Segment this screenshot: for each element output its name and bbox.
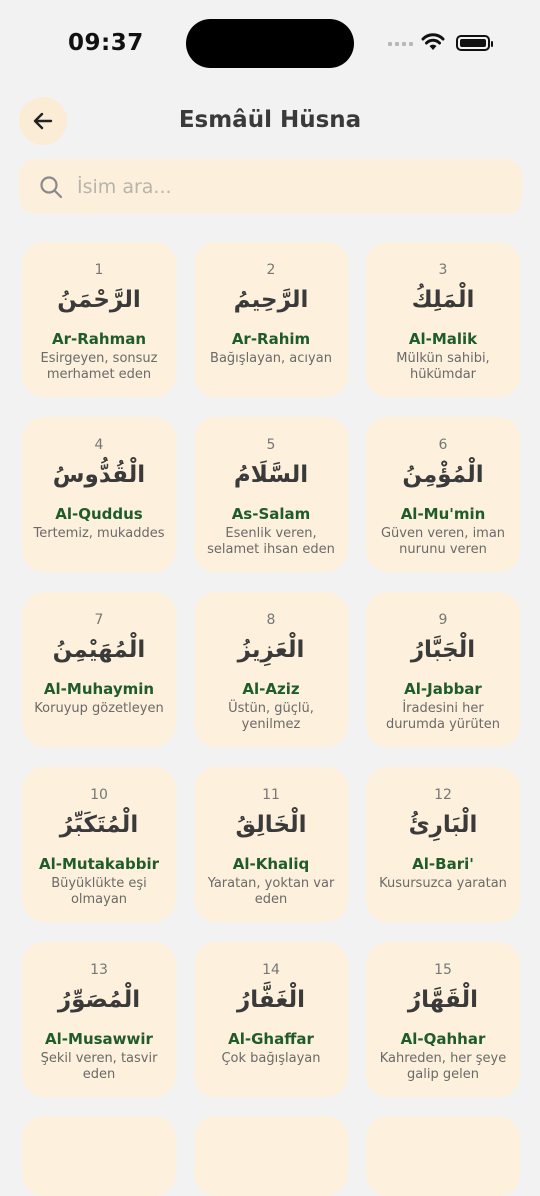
- meaning: Mülkün sahibi, hükümdar: [396, 351, 490, 382]
- name-number: 7: [94, 612, 104, 628]
- meaning: Şekil veren, tasvir eden: [40, 1051, 158, 1082]
- arabic-name: الْقَهَّارُ: [407, 987, 479, 1013]
- arabic-name: الْمُهَيْمِنُ: [52, 637, 146, 663]
- name-card[interactable]: [22, 942, 176, 1097]
- transliteration: Al-Mu'min: [400, 505, 486, 523]
- meaning: Tertemiz, mukaddes: [33, 526, 165, 541]
- meaning: Büyüklükte eşi olmayan: [51, 876, 147, 907]
- name-number: 14: [262, 962, 280, 978]
- name-card[interactable]: [366, 417, 520, 572]
- names-grid: [22, 242, 520, 1097]
- name-card[interactable]: [22, 592, 176, 747]
- transliteration: Al-Quddus: [55, 505, 143, 523]
- name-number: 1: [94, 262, 104, 278]
- transliteration: Al-Musawwir: [45, 1030, 153, 1048]
- transliteration: Al-Muhaymin: [43, 680, 155, 698]
- meaning: Üstün, güçlü, yenilmez: [228, 701, 314, 732]
- dynamic-island: [186, 19, 354, 68]
- name-card[interactable]: [366, 1116, 520, 1196]
- search-bar[interactable]: [19, 159, 522, 214]
- name-card[interactable]: [22, 242, 176, 397]
- cellular-signal-icon: [388, 42, 413, 46]
- arabic-name: الْغَفَّارُ: [237, 987, 305, 1013]
- name-card[interactable]: [366, 767, 520, 922]
- name-card[interactable]: [194, 1116, 348, 1196]
- name-number: 11: [262, 787, 280, 803]
- name-number: 13: [90, 962, 108, 978]
- transliteration: Ar-Rahman: [51, 330, 146, 348]
- meaning: Kusursuzca yaratan: [379, 876, 507, 891]
- transliteration: Ar-Rahim: [231, 330, 311, 348]
- name-number: 12: [434, 787, 452, 803]
- name-number: 5: [266, 437, 276, 453]
- search-icon: [39, 175, 63, 199]
- meaning: Bağışlayan, acıyan: [210, 351, 332, 366]
- name-card[interactable]: [22, 767, 176, 922]
- name-card[interactable]: [194, 942, 348, 1097]
- name-number: 3: [438, 262, 448, 278]
- battery-icon: [456, 35, 490, 51]
- transliteration: Al-Khaliq: [232, 855, 310, 873]
- meaning: Kahreden, her şeye galip gelen: [379, 1051, 507, 1082]
- meaning: Çok bağışlayan: [221, 1051, 321, 1066]
- name-number: 2: [266, 262, 276, 278]
- search-input[interactable]: [77, 159, 497, 214]
- name-card[interactable]: [22, 417, 176, 572]
- arabic-name: الْمُتَكَبِّرُ: [59, 812, 139, 838]
- name-number: 9: [438, 612, 448, 628]
- arabic-name: الْخَالِقُ: [235, 812, 307, 838]
- name-number: 15: [434, 962, 452, 978]
- name-number: 4: [94, 437, 104, 453]
- arabic-name: الْجَبَّارُ: [410, 637, 476, 663]
- name-card[interactable]: [366, 592, 520, 747]
- transliteration: Al-Aziz: [242, 680, 300, 698]
- name-number: 10: [90, 787, 108, 803]
- name-card[interactable]: [194, 417, 348, 572]
- name-card[interactable]: [194, 242, 348, 397]
- arabic-name: الرَّحِيمُ: [233, 287, 309, 313]
- name-card[interactable]: [194, 592, 348, 747]
- transliteration: Al-Mutakabbir: [39, 855, 159, 873]
- status-bar: [0, 0, 540, 88]
- transliteration: Al-Qahhar: [400, 1030, 486, 1048]
- arabic-name: الرَّحْمَنُ: [57, 287, 141, 313]
- name-card[interactable]: [194, 767, 348, 922]
- arabic-name: الْمَلِكُ: [411, 287, 475, 313]
- meaning: Esirgeyen, sonsuz merhamet eden: [40, 351, 158, 382]
- next-row-partial: [22, 1116, 520, 1196]
- name-card[interactable]: [366, 242, 520, 397]
- arabic-name: السَّلَامُ: [233, 462, 309, 488]
- name-number: 6: [438, 437, 448, 453]
- name-number: 8: [266, 612, 276, 628]
- transliteration: Al-Ghaffar: [228, 1030, 314, 1048]
- transliteration: Al-Jabbar: [404, 680, 482, 698]
- transliteration: As-Salam: [231, 505, 311, 523]
- arabic-name: الْمُصَوِّرُ: [57, 987, 141, 1013]
- meaning: Güven veren, iman nurunu veren: [380, 526, 506, 557]
- wifi-icon: [421, 32, 445, 52]
- transliteration: Al-Malik: [408, 330, 478, 348]
- status-time: 09:37: [68, 30, 144, 56]
- arabic-name: الْعَزِيزُ: [237, 637, 305, 663]
- meaning: Esenlik veren, selamet ihsan eden: [207, 526, 335, 557]
- arabic-name: الْبَارِئُ: [408, 812, 478, 838]
- meaning: İradesini her durumda yürüten: [386, 701, 500, 732]
- meaning: Koruyup gözetleyen: [34, 701, 164, 716]
- page-title: Esmâül Hüsna: [178, 107, 362, 133]
- name-card[interactable]: [22, 1116, 176, 1196]
- arabic-name: الْقُدُّوسُ: [52, 462, 146, 488]
- meaning: Yaratan, yoktan var eden: [207, 876, 335, 907]
- arabic-name: الْمُؤْمِنُ: [402, 462, 484, 488]
- transliteration: Al-Bari': [412, 855, 474, 873]
- name-card[interactable]: [366, 942, 520, 1097]
